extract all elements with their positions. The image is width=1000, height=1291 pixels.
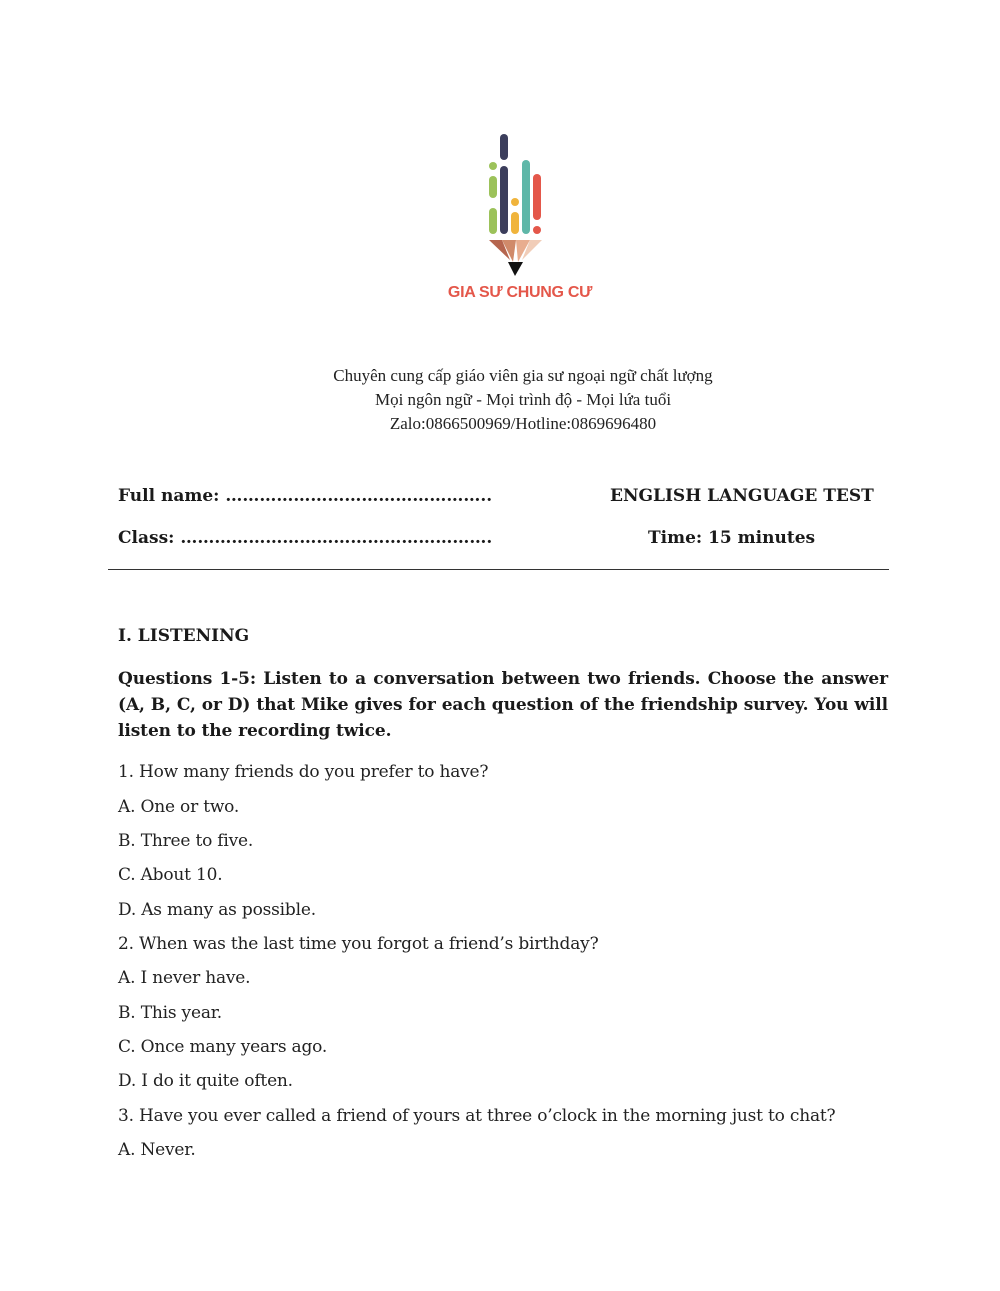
instructions: Questions 1-5: Listen to a conversation between two friends. Choose the answer (A, B, C, or D) that Mike gives for each question of the friendship survey. You will listen to the recording twice.: [118, 669, 888, 741]
option-1c: C. About 10.: [118, 865, 223, 885]
pencil-bars-logo-icon: [440, 128, 600, 278]
full-name-field: Full name: ………………………………………..: [118, 486, 493, 506]
test-title: ENGLISH LANGUAGE TEST: [610, 486, 874, 506]
section-title: I. LISTENING: [118, 626, 250, 646]
logo: [440, 128, 600, 308]
option-2d: D. I do it quite often.: [118, 1071, 293, 1091]
option-2a: A. I never have.: [118, 968, 251, 988]
question-2: 2. When was the last time you forgot a friend’s birthday?: [118, 934, 599, 954]
brand-text: GIA SƯ CHUNG CƯ: [447, 284, 593, 301]
slogan-line-1: Chuyên cung cấp giáo viên gia sư ngoại ngữ chất lượng: [333, 366, 713, 385]
class-field: Class: ……………………………………………….: [118, 528, 493, 548]
slogan-line-2: Mọi ngôn ngữ - Mọi trình độ - Mọi lứa tuổi: [374, 390, 672, 409]
test-time: Time: 15 minutes: [648, 528, 816, 548]
option-2b: B. This year.: [118, 1003, 223, 1023]
divider: [108, 569, 889, 570]
option-1a: A. One or two.: [118, 797, 240, 817]
question-1: 1. How many friends do you prefer to have?: [118, 762, 489, 782]
option-1b: B. Three to five.: [118, 831, 254, 851]
option-3a: A. Never.: [118, 1140, 196, 1160]
option-2c: C. Once many years ago.: [118, 1037, 328, 1057]
contact-line: Zalo:0866500969/Hotline:0869696480: [389, 414, 657, 433]
option-1d: D. As many as possible.: [118, 900, 316, 920]
question-3: 3. Have you ever called a friend of yours at three o’clock in the morning just to chat?: [118, 1106, 836, 1126]
